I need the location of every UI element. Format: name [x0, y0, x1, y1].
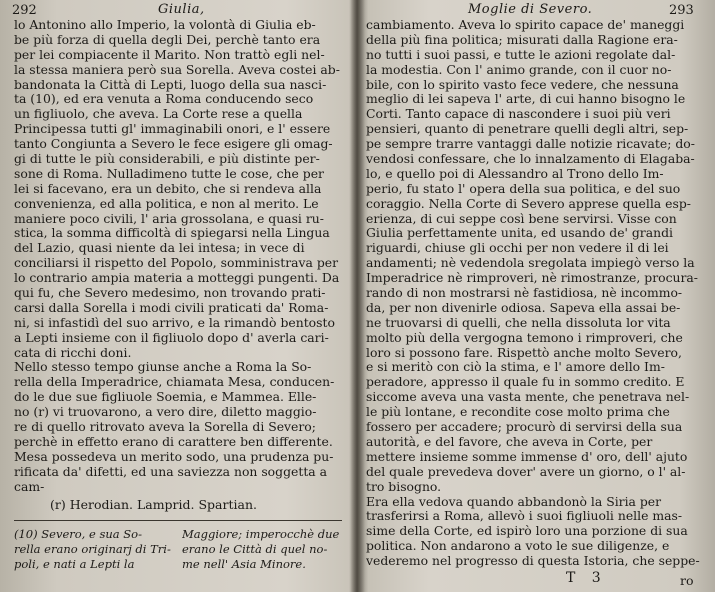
text-line: poli, e nati a Lepti la	[14, 556, 135, 571]
text-line: cam-	[14, 479, 45, 494]
text-line: e si meritò con ciò la stima, e l' amore dello Im-	[366, 360, 665, 375]
text-line: la stessa maniera però sua Sorella. Aveva costei ab-	[14, 62, 340, 77]
text-line: Mesa possedeva un merito sodo, una prudenza pu-	[14, 449, 334, 464]
text-line: Maggiore; imperocchè due	[182, 527, 340, 541]
text-line: tro bisogno.	[366, 479, 442, 494]
text-line: rella della Imperadrice, chiamata Mesa, conducen-	[14, 375, 335, 390]
text-line: maniere poco civili, l' aria grossolana, e quasi ru-	[14, 211, 324, 226]
text-line: Principessa tutti gl' immaginabili onori, e l' essere	[14, 122, 331, 137]
text-line: bandonata la Città di Lepti, luogo della sua nasci-	[14, 77, 327, 92]
text-line: re di quello ritrovato aveva la Sorella di Severo;	[14, 420, 316, 435]
page-number: 292	[12, 3, 37, 18]
text-line: molto più della vergogna temono i rimproveri, che	[366, 330, 683, 345]
text-line: fossero per accadere; procurò di servirsi della sua	[366, 420, 683, 435]
text-line: conciliarsi il rispetto del Popolo, somministrava per	[14, 256, 339, 271]
text-line: la modestia. Con l' animo grande, con il cuor no-	[366, 62, 672, 77]
text-line: del Lazio, quasi niente da lei intesa; in vece di	[14, 241, 305, 256]
text-line: rando di non mostrarsi nè fastidiosa, nè incommo-	[366, 286, 683, 301]
text-line: be più forza di quella degli Dei, perchè tanto era	[14, 32, 321, 47]
text-line: rificata da' difetti, ed una saviezza non soggetta a	[14, 464, 328, 479]
text-line: rella erano originarj di Tri-	[14, 541, 171, 556]
text-line: coraggio. Nella Corte di Severo apprese quella esp-	[366, 196, 691, 211]
signature-mark: T 3	[566, 570, 607, 586]
text-line: ne truovarsi di quelli, che nella dissoluta lor vita	[366, 315, 671, 330]
text-line: andamenti; nè vedendola sregolata impiegò verso la	[366, 256, 695, 271]
text-line: lo, e quello poi di Alessandro al Trono dello Im-	[366, 166, 664, 181]
text-line: un figliuolo, che aveva. La Corte rese a quella	[14, 107, 303, 122]
text-line: no (r) vi truovarono, a vero dire, diletto maggio-	[14, 405, 317, 420]
text-line: da, per non divenirle odiosa. Sapeva ella assai be-	[366, 300, 681, 315]
text-line: convenienza, ed alla politica, e non al merito. Le	[14, 196, 319, 211]
text-line: peradore, appresso il quale fu in sommo credito. E	[366, 375, 685, 390]
footnote-column-right	[182, 527, 348, 572]
text-line: no tutti i suoi passi, e tutte le azioni regolate dal-	[366, 47, 676, 62]
right-page	[358, 0, 715, 592]
text-line: tanto Congiunta a Severo le fece esigere gli omag-	[14, 137, 333, 152]
text-line: sone di Roma. Nulladimeno tutte le cose, che per	[14, 166, 324, 181]
text-line: mettere insieme somme immense d' oro, dell' ajuto	[366, 449, 688, 464]
running-head: Moglie di Severo.	[468, 2, 593, 17]
text-line: sime della Corte, ed ispirò loro una porzione di sua	[366, 524, 688, 539]
citation: (r) Herodian. Lamprid. Spartian.	[50, 497, 257, 512]
text-line: Imperadrice nè rimproveri, nè rimostranze, procura-	[366, 271, 698, 286]
text-line: lo Antonino allo Imperio, la volontà di Giulia eb-	[14, 18, 316, 32]
catchword: ro	[680, 573, 694, 588]
text-line: lei si facevano, era un debito, che si rendeva alla	[14, 181, 322, 196]
text-line: a Lepti insieme con il figliuolo dopo d' averla cari-	[14, 330, 329, 345]
text-line: siccome aveva una vasta mente, che penetrava nel-	[366, 390, 690, 405]
text-line: erienza, di cui seppe così bene servirsi. Visse con	[366, 211, 677, 226]
text-line: gi di tutte le più considerabili, e più distinte per-	[14, 152, 320, 167]
text-line: lo contrario ampia materia a motteggi pungenti. Da	[14, 271, 340, 286]
text-line: me nell' Asia Minore.	[182, 556, 306, 571]
text-line: politica. Non andarono a voto le sue diligenze, e	[366, 539, 670, 554]
text-line: per lei compiacente il Marito. Non trattò egli nel-	[14, 47, 325, 62]
text-line: Giulia perfettamente unita, ed usando de' grandi	[366, 226, 673, 241]
text-line: erano le Città di quel no-	[182, 541, 328, 556]
text-line: perio, fu stato l' opera della sua politica, e del suo	[366, 181, 681, 196]
footnote-rule	[14, 520, 342, 521]
text-line: bile, con lo spirito vasto fece vedere, che nessuna	[366, 77, 679, 92]
text-line: pe sempre trarre vantaggi dalle notizie ricavate; do-	[366, 137, 695, 152]
footnote-column-left	[14, 527, 174, 572]
text-line: carsi dalla Sorella i modi civili praticati da' Roma-	[14, 300, 329, 315]
text-line: cambiamento. Aveva lo spirito capace de' maneggi	[366, 18, 685, 32]
text-line: ni, si infastidì del suo arrivo, e la rimandò bentosto	[14, 315, 335, 330]
text-line: autorità, e del favore, che aveva in Corte, per	[366, 434, 653, 449]
text-line: qui fu, che Severo medesimo, non trovando prati-	[14, 286, 326, 301]
text-line: le più lontane, e recondite cose molto prima che	[366, 405, 670, 420]
text-line: Corti. Tanto capace di nascondere i suoi più veri	[366, 107, 671, 122]
text-line: meglio di lei sapeva l' arte, di cui hanno bisogno le	[366, 92, 686, 107]
text-line: vendosi confessare, che lo innalzamento di Elagaba-	[366, 152, 695, 167]
page-number: 293	[669, 3, 694, 18]
text-line: del quale prevedeva dover' avere un giorno, o l' al-	[366, 464, 686, 479]
page-text	[366, 18, 704, 569]
text-line: della più fina politica; misurati dalla Ragione era-	[366, 32, 678, 47]
text-line: perchè in effetto erano di carattere ben differente.	[14, 434, 333, 449]
text-line: Era ella vedova quando abbandonò la Siria per	[366, 494, 662, 509]
text-line: Nello stesso tempo giunse anche a Roma la So-	[14, 360, 312, 375]
running-head: Giulia,	[158, 2, 205, 17]
text-line: (10) Severo, e sua So-	[14, 527, 142, 541]
text-line: vederemo nel progresso di questa Istoria, che seppe-	[366, 554, 700, 569]
text-line: riguardi, chiuse gli occhi per non vedere il di lei	[366, 241, 669, 256]
text-line: pensieri, quanto di penetrare quelli degli altri, sep-	[366, 122, 689, 137]
text-line: stica, la somma difficoltà di spiegarsi nella Lingua	[14, 226, 330, 241]
left-page	[0, 0, 357, 592]
text-line: cata di ricchi doni.	[14, 345, 132, 360]
text-line: trasferirsi a Roma, allevò i suoi figliuoli nelle mas-	[366, 509, 683, 524]
text-line: do le due sue figliuole Soemia, e Mammea. Elle-	[14, 390, 317, 405]
text-line: loro si possono fare. Rispettò anche molto Severo,	[366, 345, 682, 360]
text-line: ta (10), ed era venuta a Roma conducendo seco	[14, 92, 314, 107]
page-text	[14, 18, 346, 495]
